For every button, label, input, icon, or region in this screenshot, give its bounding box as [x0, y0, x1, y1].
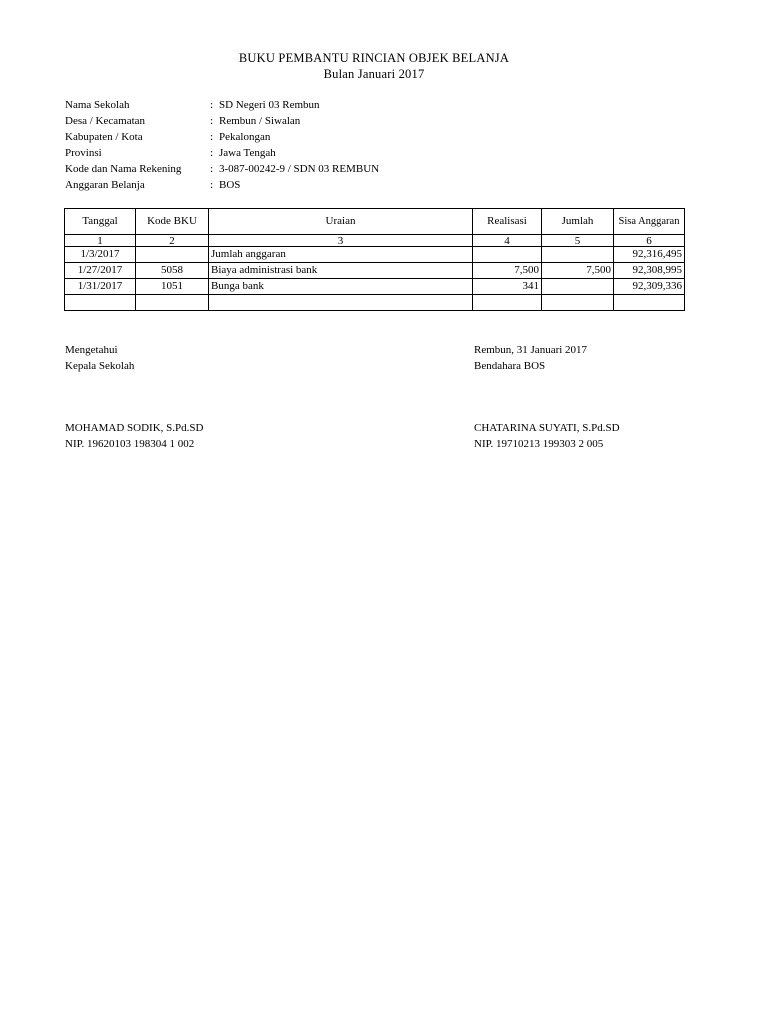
cell-sisa-anggaran: 92,316,495 [614, 247, 685, 263]
cell-realisasi: 341 [473, 279, 542, 295]
cell-tanggal: 1/3/2017 [65, 247, 136, 263]
column-number: 3 [209, 235, 473, 247]
document-subtitle: Bulan Januari 2017 [323, 67, 425, 81]
cell-tanggal: 1/27/2017 [65, 263, 136, 279]
column-header-uraian: Uraian [209, 209, 473, 235]
signature-left-role: Kepala Sekolah [65, 360, 135, 372]
info-colon: : [210, 179, 214, 191]
table-row [65, 279, 685, 295]
cell-sisa-anggaran: 92,308,995 [614, 263, 685, 279]
cell-uraian: Jumlah anggaran [209, 247, 473, 263]
signature-left-name: MOHAMAD SODIK, S.Pd.SD [65, 422, 204, 434]
column-number: 1 [65, 235, 136, 247]
info-colon: : [210, 99, 214, 111]
column-header-realisasi: Realisasi [473, 209, 542, 235]
cell-jumlah: 7,500 [542, 263, 614, 279]
info-colon: : [210, 147, 214, 159]
cell-jumlah [542, 295, 614, 311]
cell-kode-bku: 1051 [136, 279, 209, 295]
signature-right-nip: NIP. 19710213 199303 2 005 [474, 438, 604, 450]
info-label-nama-sekolah: Nama Sekolah [65, 99, 130, 111]
column-number: 4 [473, 235, 542, 247]
info-colon: : [210, 131, 214, 143]
cell-sisa-anggaran [614, 295, 685, 311]
info-value-desa-kecamatan: Rembun / Siwalan [219, 115, 301, 127]
column-header-tanggal: Tanggal [65, 209, 136, 235]
table-row-empty [65, 295, 685, 311]
cell-sisa-anggaran: 92,309,336 [614, 279, 685, 295]
info-label-kode-rekening: Kode dan Nama Rekening [65, 163, 182, 175]
info-label-desa-kecamatan: Desa / Kecamatan [65, 115, 146, 127]
info-value-kode-rekening: 3-087-00242-9 / SDN 03 REMBUN [219, 163, 380, 175]
cell-tanggal [65, 295, 136, 311]
ledger-table [64, 208, 685, 311]
cell-tanggal: 1/31/2017 [65, 279, 136, 295]
document-title: BUKU PEMBANTU RINCIAN OBJEK BELANJA [238, 51, 510, 65]
signature-right-name: CHATARINA SUYATI, S.Pd.SD [474, 422, 620, 434]
info-label-kabupaten-kota: Kabupaten / Kota [65, 131, 143, 143]
signature-left-nip: NIP. 19620103 198304 1 002 [65, 438, 195, 450]
column-header-kode-bku: Kode BKU [136, 209, 209, 235]
column-header-jumlah: Jumlah [542, 209, 614, 235]
cell-uraian: Biaya administrasi bank [209, 263, 473, 279]
column-header-sisa-anggaran: Sisa Anggaran [614, 209, 685, 235]
cell-jumlah [542, 279, 614, 295]
column-number: 2 [136, 235, 209, 247]
info-colon: : [210, 115, 214, 127]
info-value-provinsi: Jawa Tengah [219, 147, 276, 159]
info-label-anggaran-belanja: Anggaran Belanja [65, 179, 145, 191]
info-value-kabupaten-kota: Pekalongan [219, 131, 271, 143]
cell-jumlah [542, 247, 614, 263]
column-number-row [65, 235, 685, 247]
signature-left-line1: Mengetahui [65, 344, 118, 356]
cell-uraian [209, 295, 473, 311]
cell-kode-bku: 5058 [136, 263, 209, 279]
column-number: 5 [542, 235, 614, 247]
cell-kode-bku [136, 247, 209, 263]
info-label-provinsi: Provinsi [65, 147, 102, 159]
table-header-row [65, 209, 685, 235]
info-colon: : [210, 163, 214, 175]
column-number: 6 [614, 235, 685, 247]
info-value-anggaran-belanja: BOS [219, 179, 241, 191]
table-row [65, 247, 685, 263]
cell-realisasi [473, 247, 542, 263]
cell-realisasi: 7,500 [473, 263, 542, 279]
info-value-nama-sekolah: SD Negeri 03 Rembun [219, 99, 320, 111]
cell-uraian: Bunga bank [209, 279, 473, 295]
cell-kode-bku [136, 295, 209, 311]
signature-right-role: Bendahara BOS [474, 360, 546, 372]
cell-realisasi [473, 295, 542, 311]
table-row [65, 263, 685, 279]
signature-right-place-date: Rembun, 31 Januari 2017 [474, 344, 588, 356]
